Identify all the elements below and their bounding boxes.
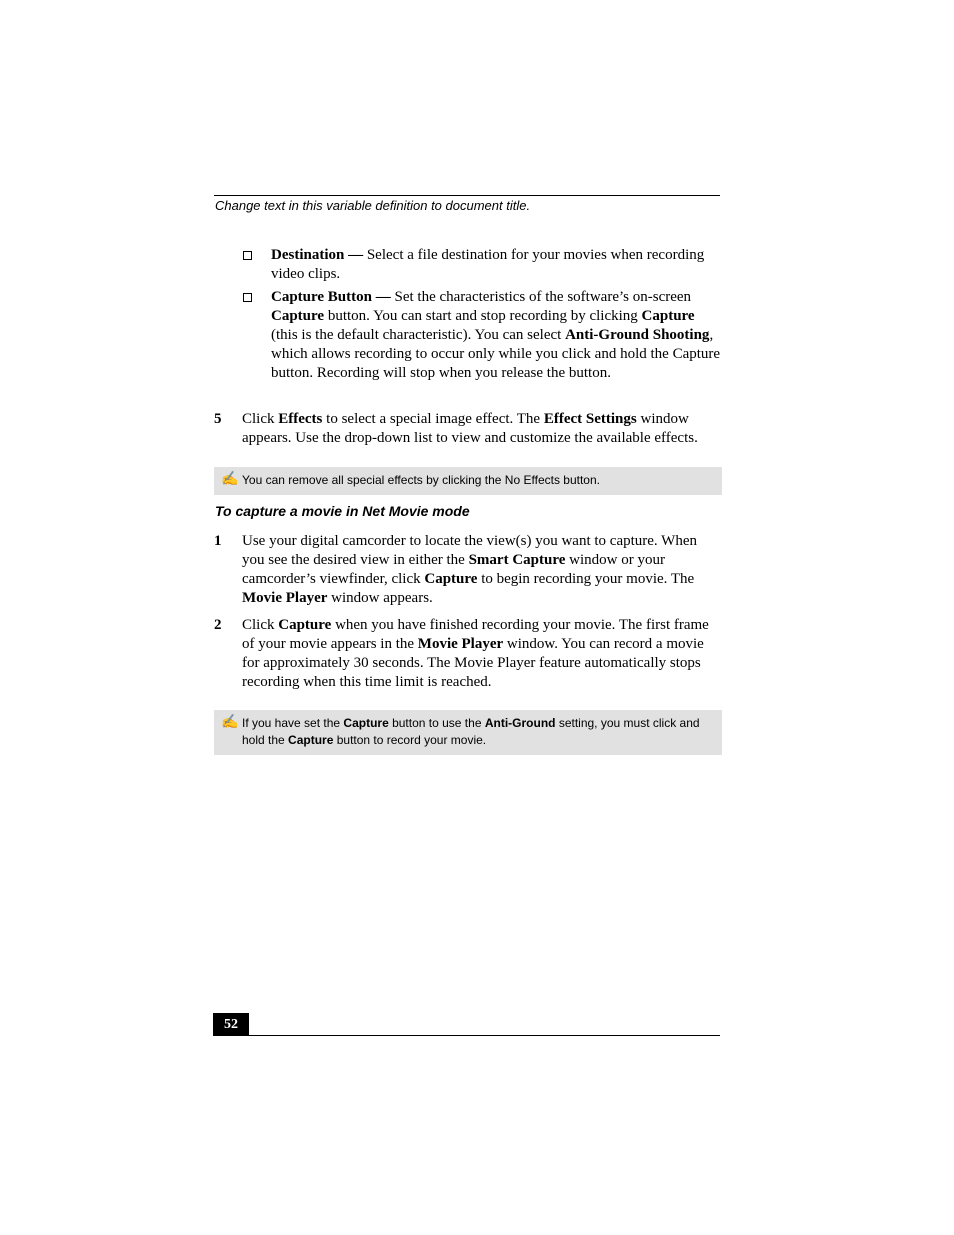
text-run: button to record your movie. xyxy=(333,733,487,747)
text-run: If you have set the xyxy=(242,716,344,730)
bold-term: Capture xyxy=(343,716,389,730)
bold-term: Smart Capture xyxy=(468,552,566,568)
text-run: Select a file destination for your movies when recording video clips. xyxy=(271,247,705,282)
step-text xyxy=(242,616,720,692)
text-run: window appears. xyxy=(327,590,433,606)
text-run: Click xyxy=(242,617,279,633)
running-header: Change text in this variable definition to document title. xyxy=(215,198,531,213)
text-run: when you have finished recording your movie. The first frame of your movie appears in the xyxy=(242,617,709,652)
text-run: Set the characteristics of the software’s on-screen xyxy=(390,289,692,305)
bold-term: Capture xyxy=(271,308,325,324)
text-run: to begin recording your movie. The xyxy=(477,571,695,587)
bold-term: Capture xyxy=(641,308,695,324)
text-run: window. You can record a movie for approximately 30 seconds. The Movie Player feature automatically stops recording when this time limit is reached. xyxy=(242,636,704,690)
text-run: Click xyxy=(242,411,279,427)
step-text xyxy=(242,532,720,608)
text-run: button to use the xyxy=(388,716,485,730)
note-text xyxy=(242,715,716,749)
text-run: to select a special image effect. The xyxy=(322,411,544,427)
bullet-text xyxy=(271,288,723,383)
note-text xyxy=(242,472,716,489)
text-run: window or your camcorder’s viewfinder, click xyxy=(242,552,665,587)
text-run: window appears. Use the drop-down list to view and customize the available effects. xyxy=(242,411,698,446)
step-number: 5 xyxy=(214,411,222,427)
bold-term: Capture xyxy=(288,733,334,747)
step-number: 1 xyxy=(214,533,222,549)
text-run: , which allows recording to occur only while you click and hold the Capture button. Recording will stop when you release the button. xyxy=(271,327,721,381)
bold-term: Anti-Ground Shooting xyxy=(565,327,710,343)
bold-term: Movie Player xyxy=(242,590,328,606)
checkbox-bullet-icon xyxy=(243,251,252,260)
text-run: (this is the default characteristic). You can select xyxy=(271,327,566,343)
bold-term: Capture xyxy=(278,617,332,633)
bold-term: Movie Player xyxy=(417,636,504,652)
bold-term: Capture xyxy=(424,571,478,587)
bold-term: Capture Button — xyxy=(271,289,391,305)
bold-term: Effects xyxy=(278,411,323,427)
pencil-icon: ✍ xyxy=(221,470,239,486)
pencil-icon: ✍ xyxy=(221,713,239,729)
bold-term: Destination — xyxy=(271,247,364,263)
bullet-text xyxy=(271,246,723,284)
note-box xyxy=(214,467,722,495)
text-run: setting, you must click and hold the xyxy=(242,716,700,747)
text-run: Use your digital camcorder to locate the view(s) you want to capture. When you see the desired view in either the xyxy=(242,533,697,568)
section-subheading: To capture a movie in Net Movie mode xyxy=(215,503,470,519)
note-box xyxy=(214,710,722,755)
step-text xyxy=(242,410,720,448)
page-number: 52 xyxy=(213,1013,249,1036)
bold-term: Anti-Ground xyxy=(484,716,556,730)
footer-rule xyxy=(214,1035,720,1036)
text-run: button. You can start and stop recording by clicking xyxy=(324,308,642,324)
text-run: You can remove all special effects by clicking the No Effects button. xyxy=(242,473,600,487)
header-rule xyxy=(214,195,720,196)
step-number: 2 xyxy=(214,617,222,633)
bold-term: Effect Settings xyxy=(543,411,637,427)
checkbox-bullet-icon xyxy=(243,293,252,302)
